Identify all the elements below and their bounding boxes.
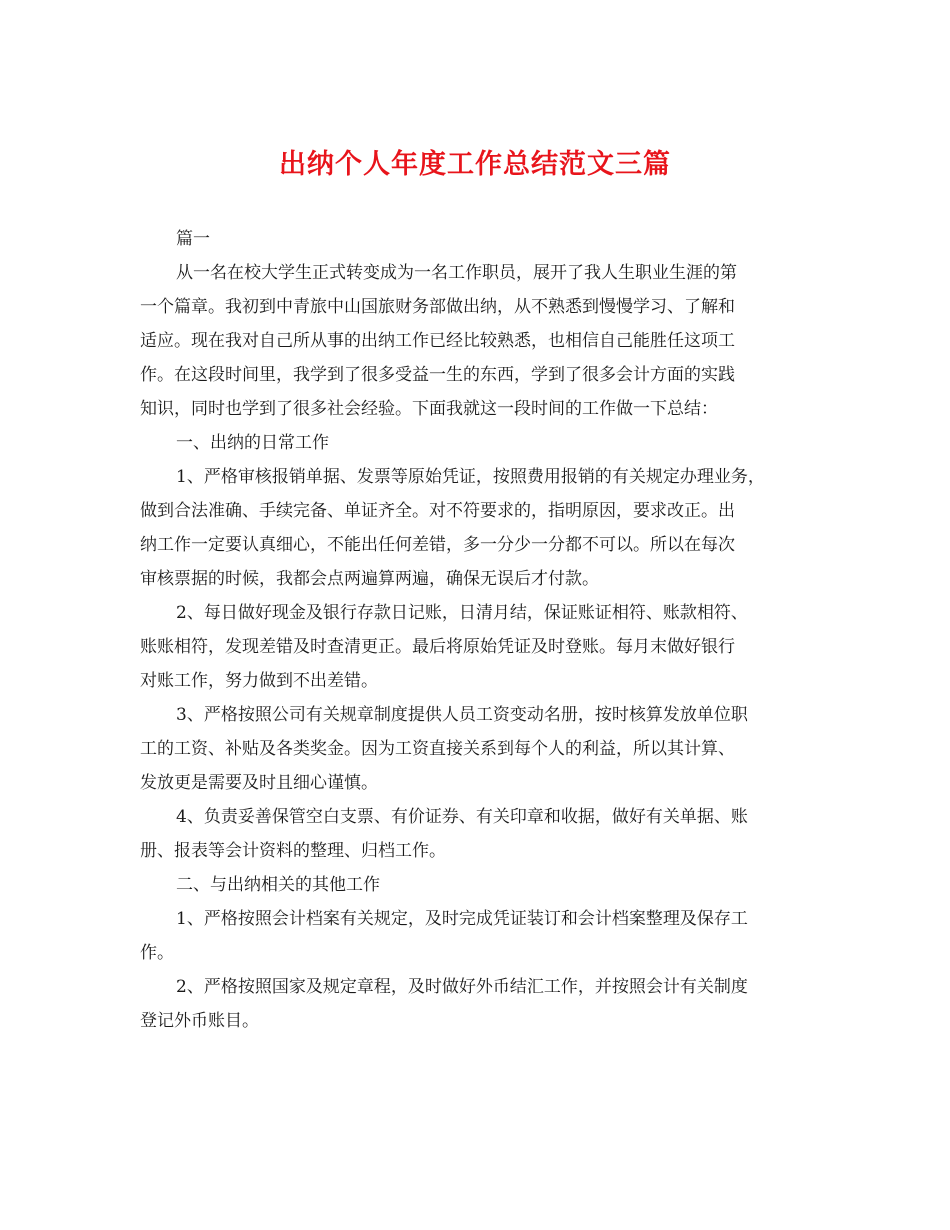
body-line: 登记外币账目。 [140,1011,259,1031]
body-line: 知识，同时也学到了很多社会经验。下面我就这一段时间的工作做一下总结： [140,399,718,419]
body-line: 作。 [140,943,174,963]
section-heading: 一、出纳的日常工作 [176,433,329,453]
body-line: 4、负责妥善保管空白支票、有价证券、有关印章和收据，做好有关单据、账 [176,807,748,827]
body-line: 做到合法准确、手续完备、单证齐全。对不符要求的，指明原因，要求改正。出 [140,501,735,521]
body-line: 审核票据的时候，我都会点两遍算两遍，确保无误后才付款。 [140,569,599,589]
body-line: 2、严格按照国家及规定章程，及时做好外币结汇工作，并按照会计有关制度 [176,977,748,997]
body-line: 一个篇章。我初到中青旅中山国旅财务部做出纳，从不熟悉到慢慢学习、了解和 [140,297,735,317]
body-line: 1、严格审核报销单据、发票等原始凭证，按照费用报销的有关规定办理业务， [176,467,765,487]
body-line: 适应。现在我对自己所从事的出纳工作已经比较熟悉，也相信自己能胜任这项工 [140,331,735,351]
document-body [140,222,812,1038]
body-line: 纳工作一定要认真细心，不能出任何差错，多一分少一分都不可以。所以在每次 [140,535,735,555]
body-line: 从一名在校大学生正式转变成为一名工作职员，展开了我人生职业生涯的第 [176,263,737,283]
body-line: 3、严格按照公司有关规章制度提供人员工资变动名册，按时核算发放单位职 [176,705,748,725]
body-line: 篇一 [176,229,210,249]
body-line: 作。在这段时间里，我学到了很多受益一生的东西，学到了很多会计方面的实践 [140,365,735,385]
body-line: 1、严格按照会计档案有关规定，及时完成凭证装订和会计档案整理及保存工 [176,909,748,929]
body-line: 对账工作，努力做到不出差错。 [140,671,378,691]
body-line: 册、报表等会计资料的整理、归档工作。 [140,841,446,861]
body-line: 2、每日做好现金及银行存款日记账，日清月结，保证账证相符、账款相符、 [176,603,748,623]
body-line: 账账相符，发现差错及时查清更正。最后将原始凭证及时登账。每月末做好银行 [140,637,735,657]
body-line: 工的工资、补贴及各类奖金。因为工资直接关系到每个人的利益，所以其计算、 [140,739,735,759]
body-line: 发放更是需要及时且细心谨慎。 [140,773,378,793]
document-title: 出纳个人年度工作总结范文三篇 [279,149,671,180]
section-heading: 二、与出纳相关的其他工作 [176,875,380,895]
